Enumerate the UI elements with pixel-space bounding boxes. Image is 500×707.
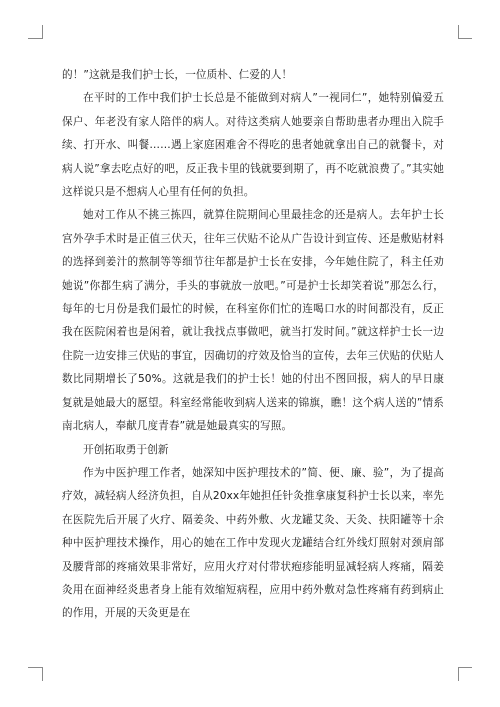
paragraph-5: 作为中医护理工作者，她深知中医护理技术的”简、便、廉、验”，为了提高疗效，减轻病人经济负担，自从20xx年她担任针灸推拿康复科护士长以来，率先在医院先后开展了火疗、隔姜灸、中药外敷、火龙罐艾灸、天灸、扶阳罐等十余种中医护理技术操作，用心的她在工作中发现火龙罐结合红外线灯照射对颈肩部及腰背部的疼痛效果非常好，应用火疗对付带状疱疹能明显减轻病人疼痛，隔姜灸用在面神经炎患者身上能有效缩短病程，应用中药外敷对急性疼痛有药到病止的作用，开展的天灸更是在 xyxy=(62,466,444,620)
crop-mark-bottom-left-horizontal xyxy=(28,667,42,668)
crop-mark-top-right-horizontal xyxy=(458,38,472,39)
paragraph-1: 的！”这就是我们护士长，一位质朴、仁爱的人！ xyxy=(62,69,293,81)
paragraph-2: 在平时的工作中我们护士长总是不能做到对病人”一视同仁”，她特别偏爱五保户、年老没有家人陪伴的病人。对待这类病人她要亲自帮助患者办理出入院手续、打开水、叫餐……遇上家庭困难舍不得吃的患者她就拿出自己的就餐卡，对病人说”拿去吃点好的吧，反正我卡里的钱就要到期了，再不吃就浪费了。”其实她这样说只是不想病人心里有任何的负担。 xyxy=(62,92,444,199)
paragraph-3: 她对工作从不挑三拣四，就算住院期间心里最挂念的还是病人。去年护士长宫外孕手术时是正值三伏天，往年三伏贴不论从广告设计到宣传、还是敷贴材料的选择到姜汁的熬制等等细节往年都是护士长在安排，今年她住院了，科主任劝她说”你都生病了满分，手头的事就放一放吧。”可是护士长却笑着说”那怎么行，每年的七月份是我们最忙的时候，在科室你们忙的连喝口水的时间都没有，反正我在医院闲着也是闲着，就让我找点事做吧，就当打发时间。”就这样护士长一边住院一边安排三伏贴的事宜，因确切的疗效及恰当的宣传，去年三伏贴的伏贴人数比同期增长了50%。这就是我们的护士长！她的付出不图回报，病人的早日康复就是她最大的愿望。科室经常能收到病人送来的锦旗，瞧！这个病人送的”情系南北病人，奉献几度青春”就是她最真实的写照。 xyxy=(62,209,444,433)
crop-mark-bottom-right-horizontal xyxy=(458,667,472,668)
crop-mark-top-left-vertical xyxy=(42,25,43,39)
document-body xyxy=(62,64,444,626)
crop-mark-top-left-horizontal xyxy=(28,38,42,39)
crop-mark-bottom-right-vertical xyxy=(458,667,459,681)
section-heading: 开创拓取勇于创新 xyxy=(83,443,169,456)
crop-mark-bottom-left-vertical xyxy=(42,667,43,681)
crop-mark-top-right-vertical xyxy=(458,25,459,39)
